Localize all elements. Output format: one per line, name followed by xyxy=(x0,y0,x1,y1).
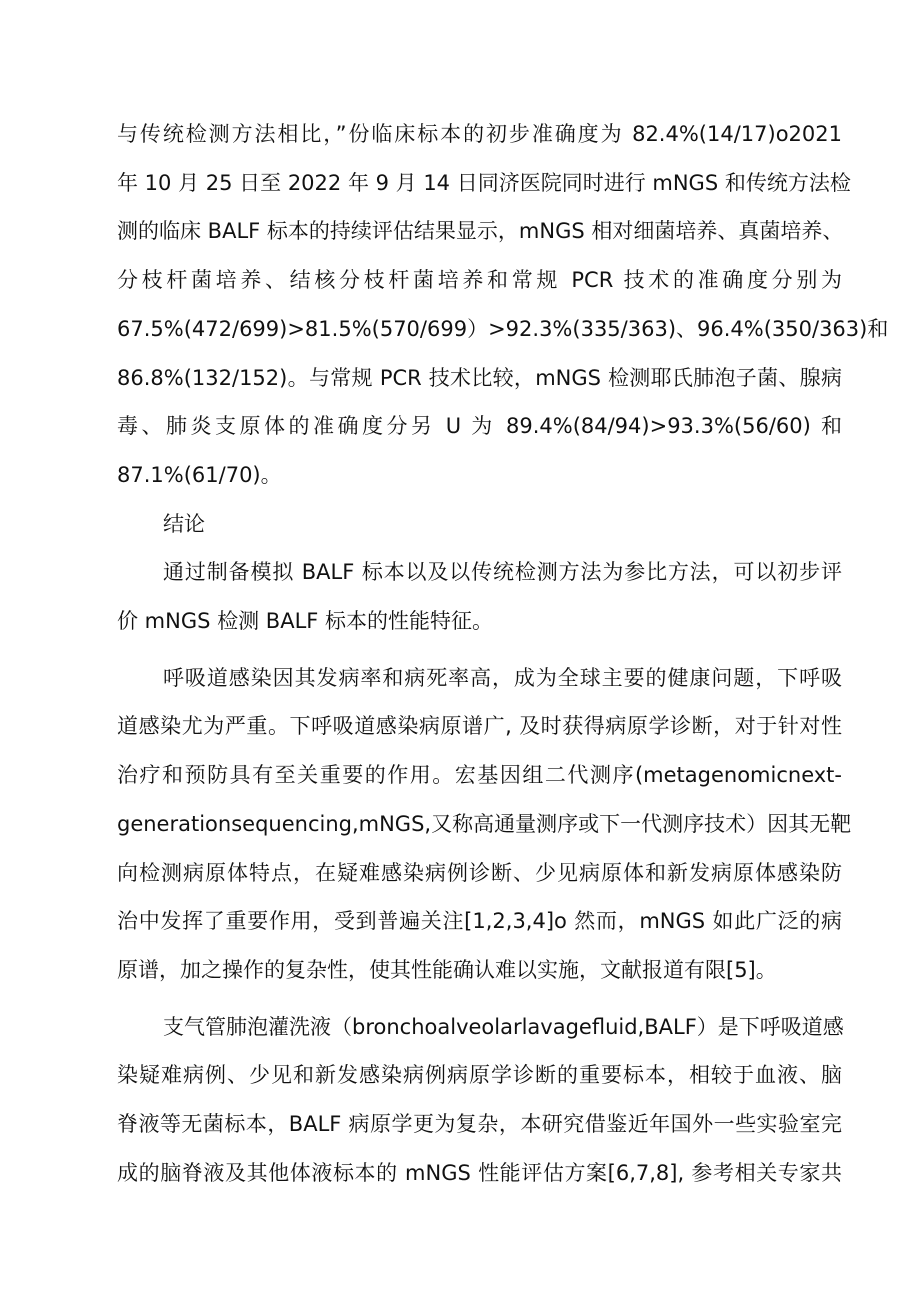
paragraph-intro-2 xyxy=(117,1003,842,1198)
text-line: 分枝杆菌培养、结核分枝杆菌培养和常规 PCR 技术的准确度分别为 xyxy=(117,268,842,293)
text-line: 毒、肺炎支原体的准确度分另 U 为 89.4%(84/94)>93.3%(56/60) 和 xyxy=(117,414,842,439)
section-heading-conclusion xyxy=(117,500,842,549)
text-line: 测的临床 BALF 标本的持续评估结果显示，mNGS 相对细菌培养、真菌培养、 xyxy=(117,219,844,244)
paragraph-intro-1 xyxy=(117,654,852,995)
text-line: 道感染尤为严重。下呼吸道感染病原谱广, 及时获得病原学诊断，对于针对性 xyxy=(117,714,842,739)
paragraph-gap xyxy=(117,646,842,654)
text-line: 呼吸道感染因其发病率和病死率高，成为全球主要的健康问题，下呼吸 xyxy=(163,665,842,690)
paragraph-results-continued xyxy=(117,110,889,500)
text-line: 向检测病原体特点，在疑难感染病例诊断、少见病原体和新发病原体感染防 xyxy=(117,860,842,885)
text-line: 染疑难病例、少见和新发感染病例病原学诊断的重要标本，相较于血液、脑 xyxy=(117,1063,842,1088)
paragraph-conclusion xyxy=(117,548,842,645)
document-body xyxy=(117,110,889,1197)
text-line: 脊液等无菌标本，BALF 病原学更为复杂，本研究借鉴近年国外一些实验室完 xyxy=(117,1112,842,1137)
text-line: 价 mNGS 检测 BALF 标本的性能特征。 xyxy=(117,609,494,634)
text-line: generationsequencing,mNGS,又称高通量测序或下一代测序技术）因其无靶 xyxy=(117,811,852,836)
text-line: 治疗和预防具有至关重要的作用。宏基因组二代测序(metagenomicnext- xyxy=(117,763,842,788)
text-line: 支气管肺泡灌洗液（bronchoalveolarlavagefluid,BALF）是下呼吸道感 xyxy=(163,1014,844,1039)
text-line: 86.8%(132/152)。与常规 PCR 技术比较，mNGS 检测耶氏肺泡子菌、腺病 xyxy=(117,365,842,390)
text-line: 通过制备模拟 BALF 标本以及以传统检测方法为参比方法，可以初步评 xyxy=(163,560,842,585)
heading-text: 结论 xyxy=(163,511,205,536)
text-line: 原谱，加之操作的复杂性，使其性能确认难以实施，文献报道有限[5]。 xyxy=(117,957,777,982)
paragraph-gap xyxy=(117,995,842,1003)
text-line: 87.1%(61/70)。 xyxy=(117,462,282,487)
text-line: 成的脑脊液及其他体液标本的 mNGS 性能评估方案[6,7,8], 参考相关专家共 xyxy=(117,1160,842,1185)
text-line: 与传统检测方法相比，”份临床标本的初步准确度为 82.4%(14/17)o2021 xyxy=(117,122,842,146)
text-line: 67.5%(472/699)>81.5%(570/699）>92.3%(335/363)、96.4%(350/363)和 xyxy=(117,316,889,341)
text-line: 年 10 月 25 日至 2022 年 9 月 14 日同济医院同时进行 mNGS 和传统方法检 xyxy=(117,170,851,195)
text-line: 治中发挥了重要作用，受到普遍关注[1,2,3,4]o 然而，mNGS 如此广泛的病 xyxy=(117,909,842,934)
